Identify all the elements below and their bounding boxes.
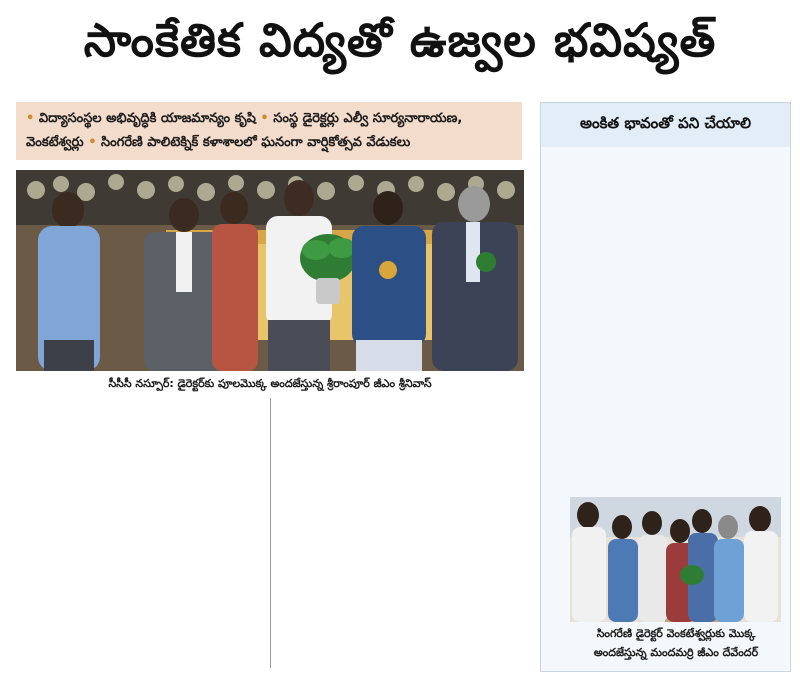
main-photo-caption: సీసీసీ నస్పూర్: డైరెక్టర్‌కు పూలమొక్క అందజేస్తున్న శ్రీరాంపూర్ జీఎం శ్రీనివాస్ <box>108 377 432 390</box>
main-photo-illustration <box>16 170 524 371</box>
deck-text: విద్యాసంస్థల అభివృద్ధికి యాజమాన్యం కృషి <box>38 111 256 126</box>
deck-line-2 <box>26 131 512 155</box>
deck-subheadline <box>16 102 522 160</box>
plant-icon <box>680 565 704 585</box>
caption-line: అందజేస్తున్న మందమర్రి జీఎం దేవేందర్ <box>593 646 759 659</box>
article-column-1 <box>16 398 264 666</box>
bullet-icon: • <box>26 111 35 126</box>
caption-line: సింగరేణి డైరెక్టర్ వెంకటేశ్వర్లుకు మొక్క <box>596 627 756 640</box>
deck-text: సింగరేణి పాలిటెక్నిక్ కళాశాలలో ఘనంగా వార్షికోత్సవ వేడుకలు <box>101 135 411 150</box>
sidebar-title: అంకిత భావంతో పని చేయాలి <box>541 103 790 147</box>
article-column-2 <box>277 398 525 666</box>
sidebar-photo-caption <box>566 624 786 664</box>
deck-text: సంస్థ డైరెక్టర్లు ఎల్వీ సూర్యనారాయణ, <box>273 111 463 126</box>
column-divider <box>270 398 271 668</box>
sidebar-photo <box>570 497 781 622</box>
deck-line-1 <box>26 107 512 131</box>
headline: సాంకేతిక విద్యతో ఉజ్వల భవిష్యత్ <box>83 13 717 67</box>
main-photo <box>16 170 524 371</box>
bullet-icon: • <box>88 135 97 150</box>
sidebar-photo-illustration <box>570 497 781 622</box>
bullet-icon: • <box>260 111 269 126</box>
deck-text: వెంకటేశ్వర్లు <box>26 135 84 150</box>
